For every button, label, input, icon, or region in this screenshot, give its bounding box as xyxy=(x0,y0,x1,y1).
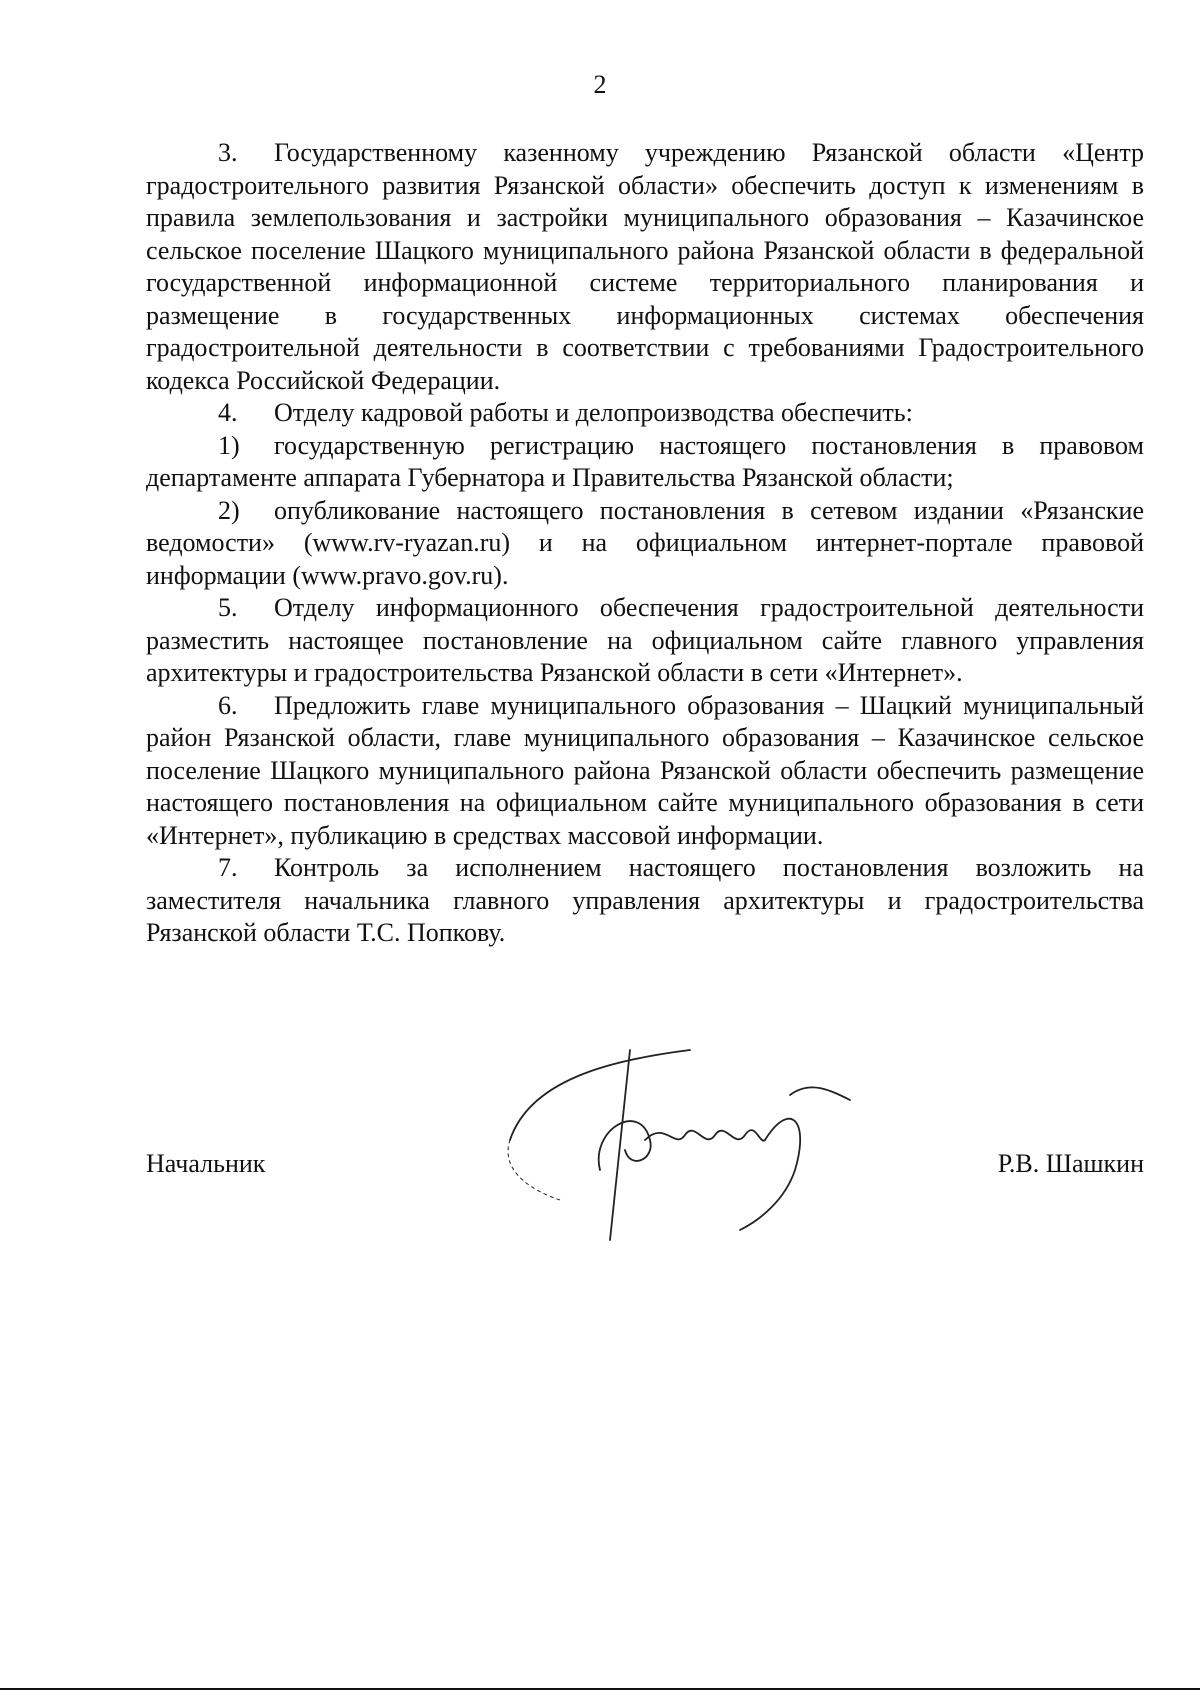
paragraph-number: 1) xyxy=(218,430,240,460)
paragraph-number: 6. xyxy=(218,690,238,720)
signature-block xyxy=(146,1148,1144,1188)
signatory-name: Р.В. Шашкин xyxy=(997,1149,1144,1178)
footer-rule xyxy=(0,1688,1200,1690)
paragraph-text: Предложить главе муниципального образования – Шацкий муниципальный район Рязанской области, главе муниципального образования – Казачинское сельское поселение Шацкого муниципального района Рязанской области обеспечить размещение настоящего постановления на официальном сайте муниципального образования в сети «Интернет», публикацию в средствах массовой информации. xyxy=(146,690,1144,850)
paragraph-6 xyxy=(146,690,1144,853)
signatory-position: Начальник xyxy=(146,1149,266,1178)
paragraph-number: 3. xyxy=(218,138,238,167)
paragraph-number: 2) xyxy=(218,495,240,525)
paragraph-text: опубликование настоящего постановления в сетевом издании «Рязанские ведомости» (www.rv-ryazan.ru) и на официальном интернет-портале правовой информации (www.pravo.gov.ru). xyxy=(146,495,1144,590)
paragraph-text: Отделу кадровой работы и делопроизводства обеспечить: xyxy=(274,398,913,427)
paragraph-7 xyxy=(146,852,1144,950)
paragraph-number: 7. xyxy=(218,853,238,882)
paragraph-number: 5. xyxy=(218,593,238,622)
paragraph-number: 4. xyxy=(218,398,238,427)
paragraph-text: Контроль за исполнением настоящего постановления возложить на заместителя начальника главного управления архитектуры и градостроительства Рязанской области Т.С. Попкову. xyxy=(146,853,1144,947)
paragraph-text: Государственному казенному учреждению Рязанской области «Центр градостроительного развития Рязанской области» обеспечить доступ к изменениям в правила землепользования и застройки муниципального образования – Казачинское сельское поселение Шацкого муниципального района Рязанской области в федеральной государственной информационной системе территориального планирования и размещение в государственных информационных системах обеспечения градостроительной деятельности в соответствии с требованиями Градостроительного кодекса Российской Федерации. xyxy=(146,138,1144,395)
paragraph-4 xyxy=(146,397,1144,430)
paragraph-5 xyxy=(146,592,1144,690)
paragraph-3 xyxy=(146,137,1144,397)
paragraph-text: Отделу информационного обеспечения градостроительной деятельности разместить настоящее постановление на официальном сайте главного управления архитектуры и градостроительства Рязанской области в сети «Интернет». xyxy=(146,593,1144,687)
document-body xyxy=(146,137,1144,950)
subparagraph-2 xyxy=(146,495,1144,593)
subparagraph-1 xyxy=(146,430,1144,495)
page-number: 2 xyxy=(593,70,607,99)
paragraph-text: государственную регистрацию настоящего постановления в правовом департаменте аппарата Губернатора и Правительства Рязанской области; xyxy=(146,430,1144,492)
